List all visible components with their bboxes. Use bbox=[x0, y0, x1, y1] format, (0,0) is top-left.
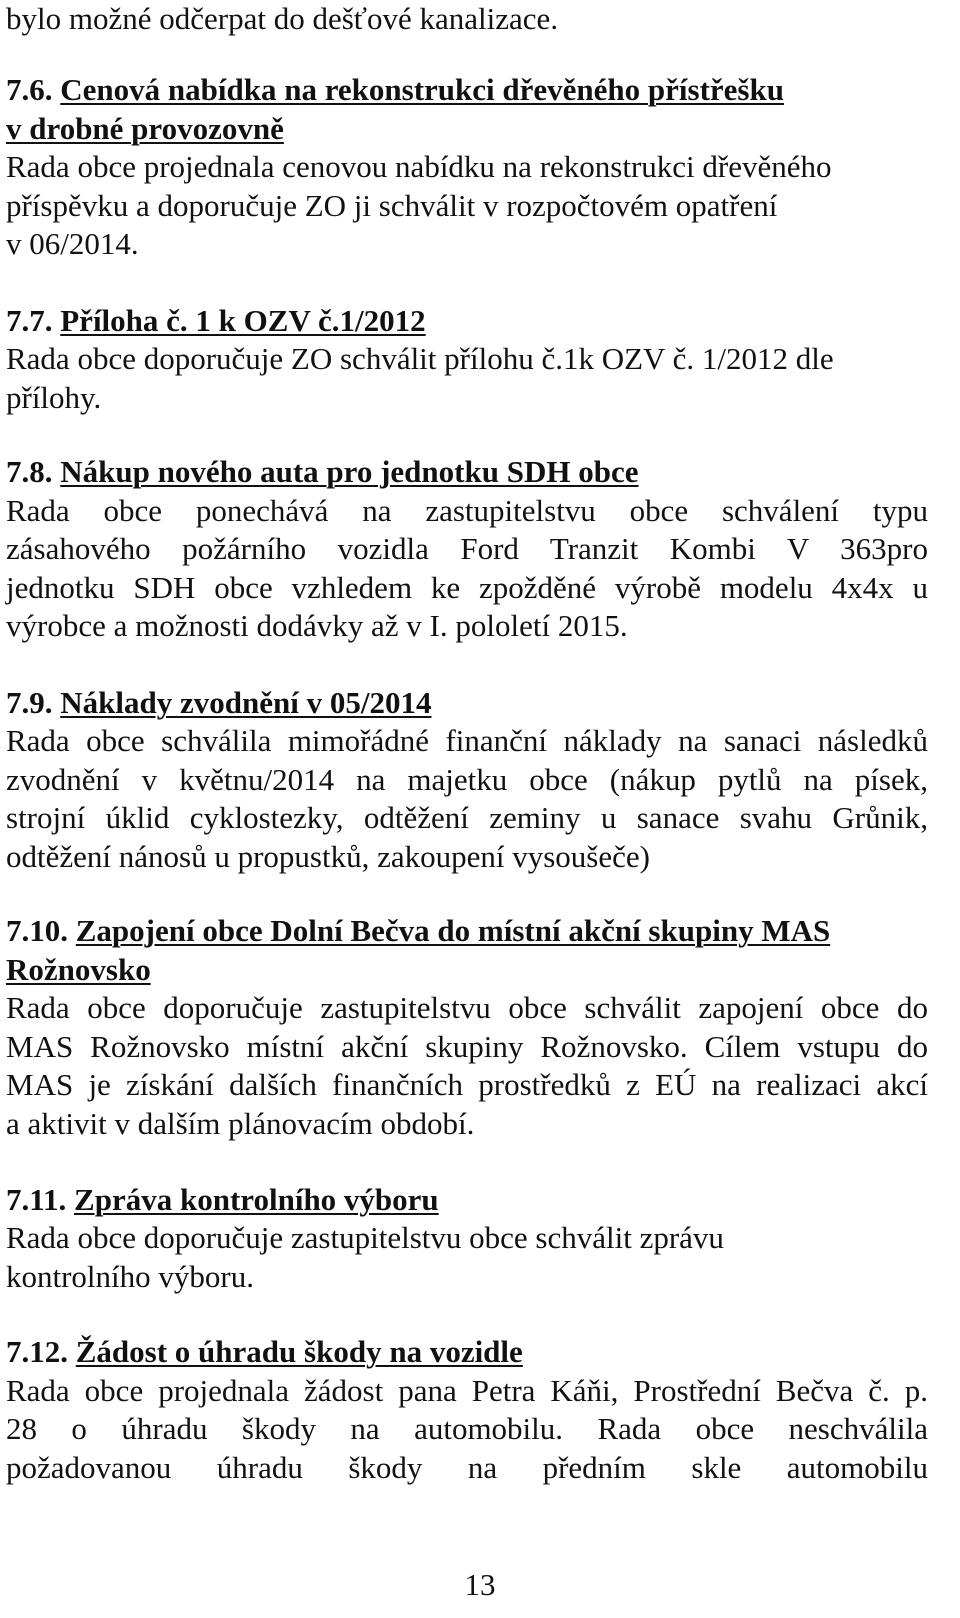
body-line: v 06/2014. bbox=[6, 226, 139, 261]
body-line: jednotku SDH obce vzhledem ke zpožděné výrobě modelu 4x4x u bbox=[6, 570, 928, 605]
section-7-9-heading bbox=[6, 684, 431, 723]
body-line: Rada obce doporučuje ZO schválit přílohu č.1k OZV č. 1/2012 dle bbox=[6, 341, 834, 376]
section-number: 7.11. bbox=[6, 1182, 67, 1217]
body-line: Rada obce schválila mimořádné finanční náklady na sanaci následků bbox=[6, 723, 928, 758]
section-title-cont: Rožnovsko bbox=[6, 952, 151, 987]
section-title: Zapojení obce Dolní Bečva do místní akční skupiny MAS bbox=[75, 913, 831, 948]
body-line: 28 o úhradu škody na automobilu. Rada obce neschválila bbox=[6, 1411, 928, 1446]
body-line: kontrolního výboru. bbox=[6, 1259, 254, 1294]
section-number: 7.12. bbox=[6, 1334, 68, 1369]
body-line: přílohy. bbox=[6, 380, 102, 415]
body-line: požadovanou úhradu škody na předním skle automobilu bbox=[6, 1450, 928, 1485]
body-line: zvodnění v květnu/2014 na majetku obce (nákup pytlů na písek, bbox=[6, 762, 928, 797]
section-7-8-heading bbox=[6, 453, 638, 492]
body-line: příspěvku a doporučuje ZO ji schválit v rozpočtovém opatření bbox=[6, 188, 778, 223]
section-7-12-heading bbox=[6, 1333, 523, 1372]
section-title: Cenová nabídka na rekonstrukci dřevěného přístřešku bbox=[60, 72, 784, 107]
body-line: a aktivit v dalším plánovacím období. bbox=[6, 1106, 475, 1141]
body-line: výrobce a možnosti dodávky až v I. pololetí 2015. bbox=[6, 608, 628, 643]
body-line: Rada obce doporučuje zastupitelstvu obce schválit zapojení obce do bbox=[6, 990, 928, 1025]
body-line: odtěžení nánosů u propustků, zakoupení vysoušeče) bbox=[6, 839, 650, 874]
body-line: MAS Rožnovsko místní akční skupiny Rožnovsko. Cílem vstupu do bbox=[6, 1029, 928, 1064]
section-7-6-heading bbox=[6, 71, 784, 110]
section-number: 7.6. bbox=[6, 72, 53, 107]
section-title: Příloha č. 1 k OZV č.1/2012 bbox=[60, 303, 426, 338]
section-7-7-heading bbox=[6, 302, 426, 341]
body-line: Rada obce doporučuje zastupitelstvu obce schválit zprávu bbox=[6, 1220, 724, 1255]
section-number: 7.8. bbox=[6, 454, 53, 489]
section-title-cont: v drobné provozovně bbox=[6, 111, 284, 146]
section-7-11-heading bbox=[6, 1181, 439, 1220]
section-7-10-heading-cont bbox=[6, 951, 151, 990]
section-number: 7.9. bbox=[6, 685, 53, 720]
section-title: Žádost o úhradu škody na vozidle bbox=[75, 1334, 523, 1369]
body-line: zásahového požárního vozidla Ford Tranzit Kombi V 363pro bbox=[6, 531, 928, 566]
section-title: Zpráva kontrolního výboru bbox=[74, 1182, 439, 1217]
body-line: Rada obce ponechává na zastupitelstvu obce schválení typu bbox=[6, 493, 928, 528]
intro-line: bylo možné odčerpat do dešťové kanalizace. bbox=[6, 1, 559, 36]
section-7-10-heading bbox=[6, 912, 830, 951]
section-title: Nákup nového auta pro jednotku SDH obce bbox=[60, 454, 639, 489]
section-number: 7.10. bbox=[6, 913, 68, 948]
body-line: MAS je získání dalších finančních prostředků z EÚ na realizaci akcí bbox=[6, 1067, 928, 1102]
section-title: Náklady zvodnění v 05/2014 bbox=[60, 685, 432, 720]
body-line: Rada obce projednala žádost pana Petra Káňi, Prostřední Bečva č. p. bbox=[6, 1373, 928, 1408]
body-line: strojní úklid cyklostezky, odtěžení zeminy u sanace svahu Grůnik, bbox=[6, 800, 928, 835]
section-number: 7.7. bbox=[6, 303, 53, 338]
page-number: 13 bbox=[464, 1567, 496, 1602]
body-line: Rada obce projednala cenovou nabídku na rekonstrukci dřevěného bbox=[6, 149, 832, 184]
section-7-6-heading-cont bbox=[6, 110, 284, 149]
